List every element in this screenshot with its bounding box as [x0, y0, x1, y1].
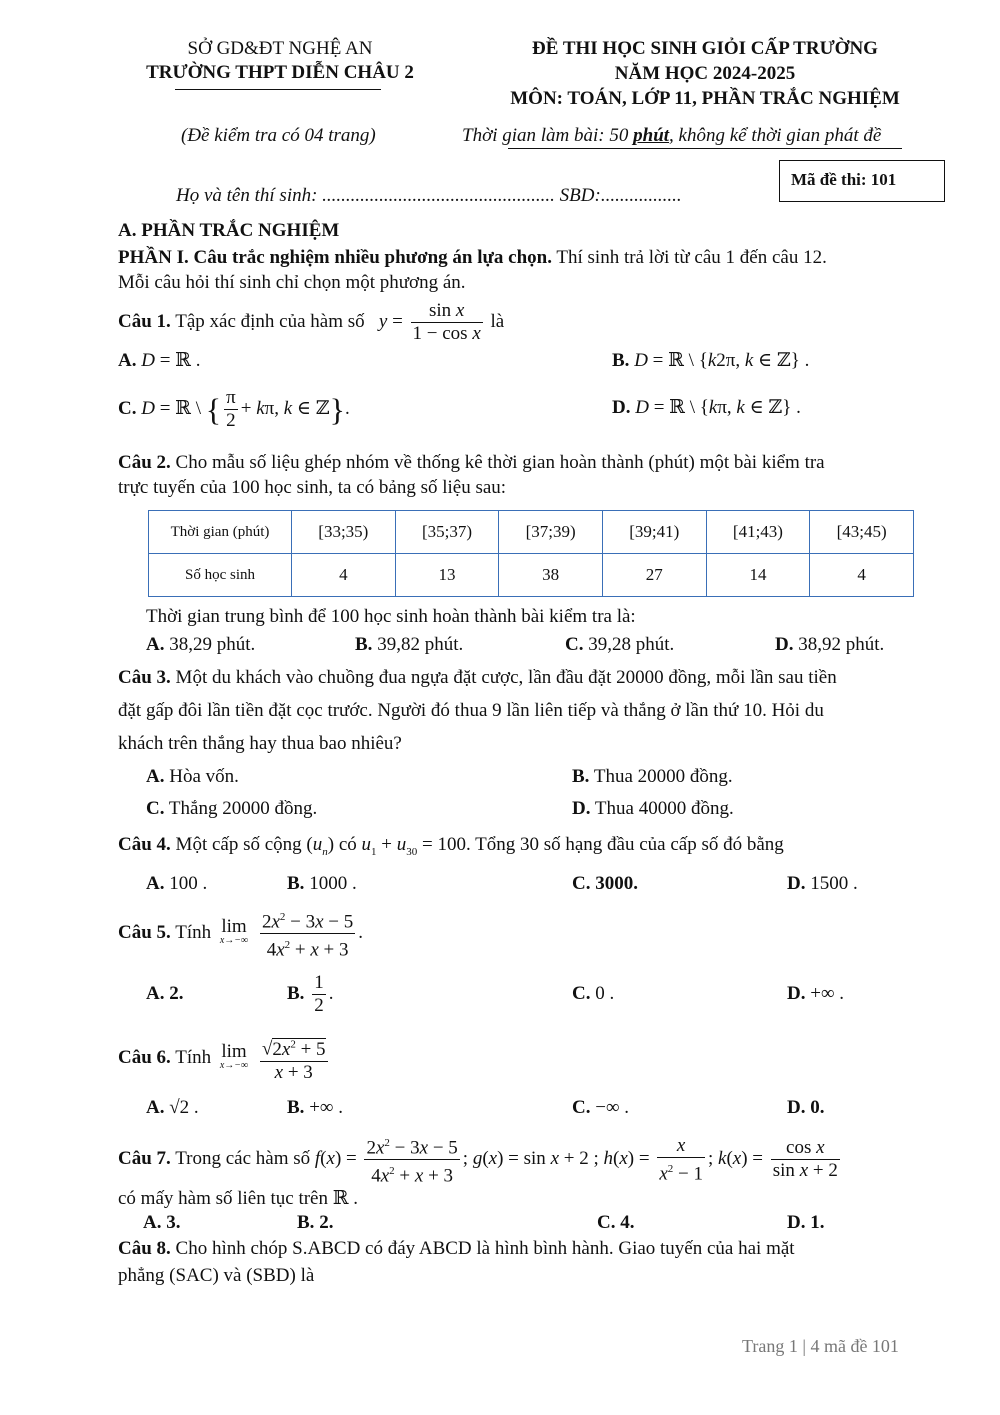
q7-line2: có mấy hàm số liên tục trên ℝ .	[118, 1188, 359, 1209]
school-year: NĂM HỌC 2024-2025	[614, 63, 796, 84]
q8-line2: phẳng (SAC) và (SBD) là	[118, 1265, 315, 1286]
q5-option-c: C. 0 .	[572, 983, 615, 1004]
limit-symbol: lim x→−∞	[219, 1040, 249, 1071]
limit-symbol: lim x→−∞	[219, 915, 249, 946]
table-cell: 27	[602, 554, 706, 597]
q7-label: Câu 7.	[118, 1148, 171, 1170]
q1-option-a: A. D = ℝ .	[118, 350, 201, 371]
q3-line1: Câu 3. Một du khách vào chuồng đua ngựa đặt cược, lần đầu đặt 20000 đồng, mỗi lần sau tiền	[118, 667, 837, 688]
q5-label: Câu 5.	[118, 922, 171, 944]
question-6: Câu 6. Tính lim x→−∞ $\frac{√2x^2 + 5}{x + 3}$	[118, 1032, 331, 1084]
table-cell: 4	[810, 554, 914, 597]
time-suffix: , không kể thời gian phát đề	[669, 125, 882, 146]
time-prefix: Thời gian làm bài: 50	[462, 125, 634, 146]
q4-label: Câu 4.	[118, 834, 171, 855]
table-cell: [43;45)	[810, 511, 914, 554]
part-title: PHẦN I. Câu trắc nghiệm nhiều phương án lựa chọn.	[118, 247, 552, 268]
q3-option-d: D. Thua 40000 đồng.	[572, 798, 734, 819]
table-cell: [41;43)	[706, 511, 810, 554]
table-cell: 14	[706, 554, 810, 597]
q4-option-a: A. 100 .	[146, 873, 208, 894]
q3-option-c: C. Thắng 20000 đồng.	[146, 798, 318, 819]
table-cell: [39;41)	[602, 511, 706, 554]
q8-line1: Câu 8. Cho hình chóp S.ABCD có đáy ABCD là hình bình hành. Giao tuyến của hai mặt	[118, 1238, 795, 1259]
q2-line1: Câu 2. Cho mẫu số liệu ghép nhóm về thống kê thời gian hoàn thành (phút) một bài kiểm tra	[118, 452, 825, 473]
q6-option-a: A. √2 .	[146, 1097, 199, 1118]
exam-code-box: Mã đề thi: 101	[779, 160, 945, 202]
q1-tail: là	[490, 311, 505, 332]
q6-label: Câu 6.	[118, 1047, 171, 1068]
q3-label: Câu 3.	[118, 667, 171, 688]
q7-option-a: A. 3.	[143, 1212, 181, 1233]
q6-option-b: B. +∞ .	[287, 1097, 343, 1118]
table-cell: [37;39)	[499, 511, 603, 554]
q1-option-b: B. D = ℝ \ {k2π, k ∈ ℤ} .	[612, 350, 810, 371]
q7-option-b: B. 2.	[297, 1212, 334, 1233]
q1-fraction: $\frac{\text{sin x}}{\text{1 − cos x}}$	[412, 300, 481, 345]
q4-option-b: B. 1000 .	[287, 873, 357, 894]
time-unit: phút	[633, 125, 670, 146]
q6-fraction: $\frac{√2x^2 + 5}{x + 3}$	[260, 1033, 328, 1083]
frequency-table	[148, 510, 914, 597]
question-4: Câu 4. Một cấp số cộng $(u_n)$ có $u_1 + u_{30} = 100$. Tổng 30 số hạng đầu của cấp số đó bằng	[118, 834, 784, 858]
q2-option-c: C. 39,28 phút.	[565, 634, 675, 655]
q5-fraction: $\frac{2x^2 - 3x - 5}{4x^2 + x + 3}$	[260, 906, 355, 962]
q5-option-d: D. +∞ .	[787, 983, 844, 1004]
part-range: Thí sinh trả lời từ câu 1 đến câu 12.	[551, 247, 827, 268]
q1-label: Câu 1.	[118, 311, 171, 332]
q4-option-d: D. 1500 .	[787, 873, 858, 894]
question-5: Câu 5. Tính lim x→−∞ $\frac{2x^2 - 3x - 5}{4x^2 + x + 3}$ .	[118, 906, 363, 962]
table-cell: 4	[292, 554, 396, 597]
table-cell: [35;37)	[395, 511, 499, 554]
q2-question: Thời gian trung bình để 100 học sinh hoàn thành bài kiểm tra là:	[146, 606, 636, 627]
q6-option-d: D. 0.	[787, 1097, 825, 1118]
table-row	[149, 554, 914, 597]
q1-option-c: C. D = ℝ \ { $\frac{\pi}{2}$ + kπ, k ∈ ℤ}.	[118, 387, 350, 432]
table-header-students: Số học sinh	[149, 554, 292, 597]
q3-option-b: B. Thua 20000 đồng.	[572, 766, 733, 787]
question-7: Câu 7. Trong các hàm số f(x) = $\frac{2x^2 - 3x - 5}{4x^2 + x + 3}$ ; g(x) = sin x + 2 ; h(x) = $\frac{x}{x^2 - 1}$ ; k(x) = $\frac{\text{cos x}}{\text{sin x + 2}}$	[118, 1132, 843, 1188]
pages-note: (Đề kiểm tra có 04 trang)	[181, 125, 376, 146]
table-row	[149, 511, 914, 554]
time-note	[462, 125, 881, 147]
q7-option-c: C. 4.	[597, 1212, 635, 1233]
school-underline	[175, 89, 381, 90]
table-cell: 13	[395, 554, 499, 597]
q2-option-a: A. 38,29 phút.	[146, 634, 256, 655]
page-footer: Trang 1 | 4 mã đề 101	[742, 1336, 899, 1356]
part-instructions	[118, 247, 827, 269]
exam-title: ĐỀ THI HỌC SINH GIỎI CẤP TRƯỜNG	[532, 38, 878, 59]
table-cell: 38	[499, 554, 603, 597]
subject-line: MÔN: TOÁN, LỚP 11, PHẦN TRẮC NGHIỆM	[510, 88, 900, 109]
q5-option-a: A. 2.	[146, 983, 184, 1004]
section-title: A. PHẦN TRẮC NGHIỆM	[118, 220, 340, 241]
time-underline	[508, 148, 902, 149]
part-line2: Mỗi câu hỏi thí sinh chỉ chọn một phương án.	[118, 272, 466, 293]
q6-option-c: C. −∞ .	[572, 1097, 629, 1118]
question-1: Câu 1. Tập xác định của hàm số y = $\frac{\text{sin x}}{\text{1 − cos x}}$ là	[118, 300, 505, 345]
school-name: TRƯỜNG THPT DIỄN CHÂU 2	[146, 62, 414, 83]
q3-line2: đặt gấp đôi lần tiền đặt cọc trước. Người đó thua 9 lần liên tiếp và thắng ở lần thứ 10. Hỏi du	[118, 700, 824, 721]
q5-option-b: B. $\frac{1}{2}$ .	[287, 972, 334, 1017]
student-info-line: Họ và tên thí sinh: ................................................. SBD:.................	[176, 185, 682, 206]
table-header-time: Thời gian (phút)	[149, 511, 292, 554]
q1-option-d: D. D = ℝ \ {kπ, k ∈ ℤ} .	[612, 397, 801, 418]
q2-line2: trực tuyến của 100 học sinh, ta có bảng số liệu sau:	[118, 477, 507, 498]
q8-label: Câu 8.	[118, 1238, 171, 1259]
q7-option-d: D. 1.	[787, 1212, 825, 1233]
table-cell: [33;35)	[292, 511, 396, 554]
q3-line3: khách trên thắng hay thua bao nhiêu?	[118, 733, 402, 754]
q2-option-d: D. 38,92 phút.	[775, 634, 885, 655]
department: SỞ GD&ĐT NGHỆ AN	[187, 38, 373, 59]
q1-text: Tập xác định của hàm số	[175, 311, 365, 332]
q2-label: Câu 2.	[118, 452, 171, 473]
q3-option-a: A. Hòa vốn.	[146, 766, 239, 787]
q2-option-b: B. 39,82 phút.	[355, 634, 464, 655]
q4-option-c: C. 3000.	[572, 873, 638, 894]
